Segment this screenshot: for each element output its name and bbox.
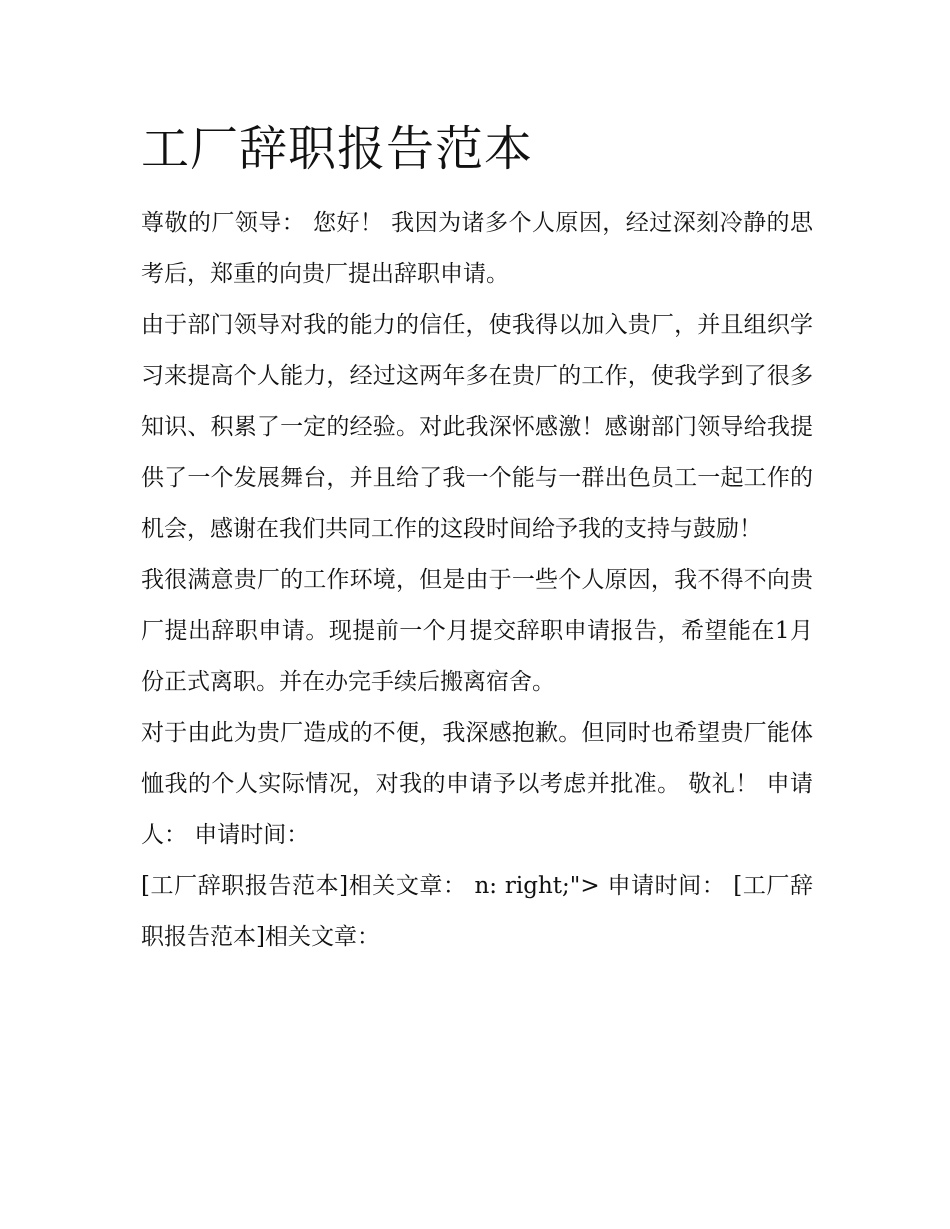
paragraph-related-articles: [工厂辞职报告范本]相关文章： n: right;"> 申请时间： [工厂辞职报告范本]相关文章： bbox=[141, 873, 813, 950]
document-title: 工厂辞职报告范本 bbox=[141, 121, 534, 177]
paragraph-gratitude: 由于部门领导对我的能力的信任，使我得以加入贵厂，并且组织学习来提高个人能力，经过这两年多在贵厂的工作，使我学到了很多知识、积累了一定的经验。对此我深怀感激！感谢部门领导给我提供了一个发展舞台，并且给了我一个能与一群出色员工一起工作的机会，感谢在我们共同工作的这段时间给予我的支持与鼓励！ bbox=[141, 312, 813, 542]
paragraph-reason: 我很满意贵厂的工作环境，但是由于一些个人原因，我不得不向贵厂提出辞职申请。现提前一个月提交辞职申请报告，希望能在1月份正式离职。并在办完手续后搬离宿舍。 bbox=[141, 567, 813, 695]
paragraph-greeting: 尊敬的厂领导： 您好！ 我因为诸多个人原因，经过深刻冷静的思考后，郑重的向贵厂提出辞职申请。 bbox=[141, 210, 813, 287]
paragraph-apology: 对于由此为贵厂造成的不便，我深感抱歉。但同时也希望贵厂能体恤我的个人实际情况，对我的申请予以考虑并批准。 敬礼！ 申请人： 申请时间： bbox=[141, 720, 813, 848]
document-page bbox=[141, 116, 813, 963]
